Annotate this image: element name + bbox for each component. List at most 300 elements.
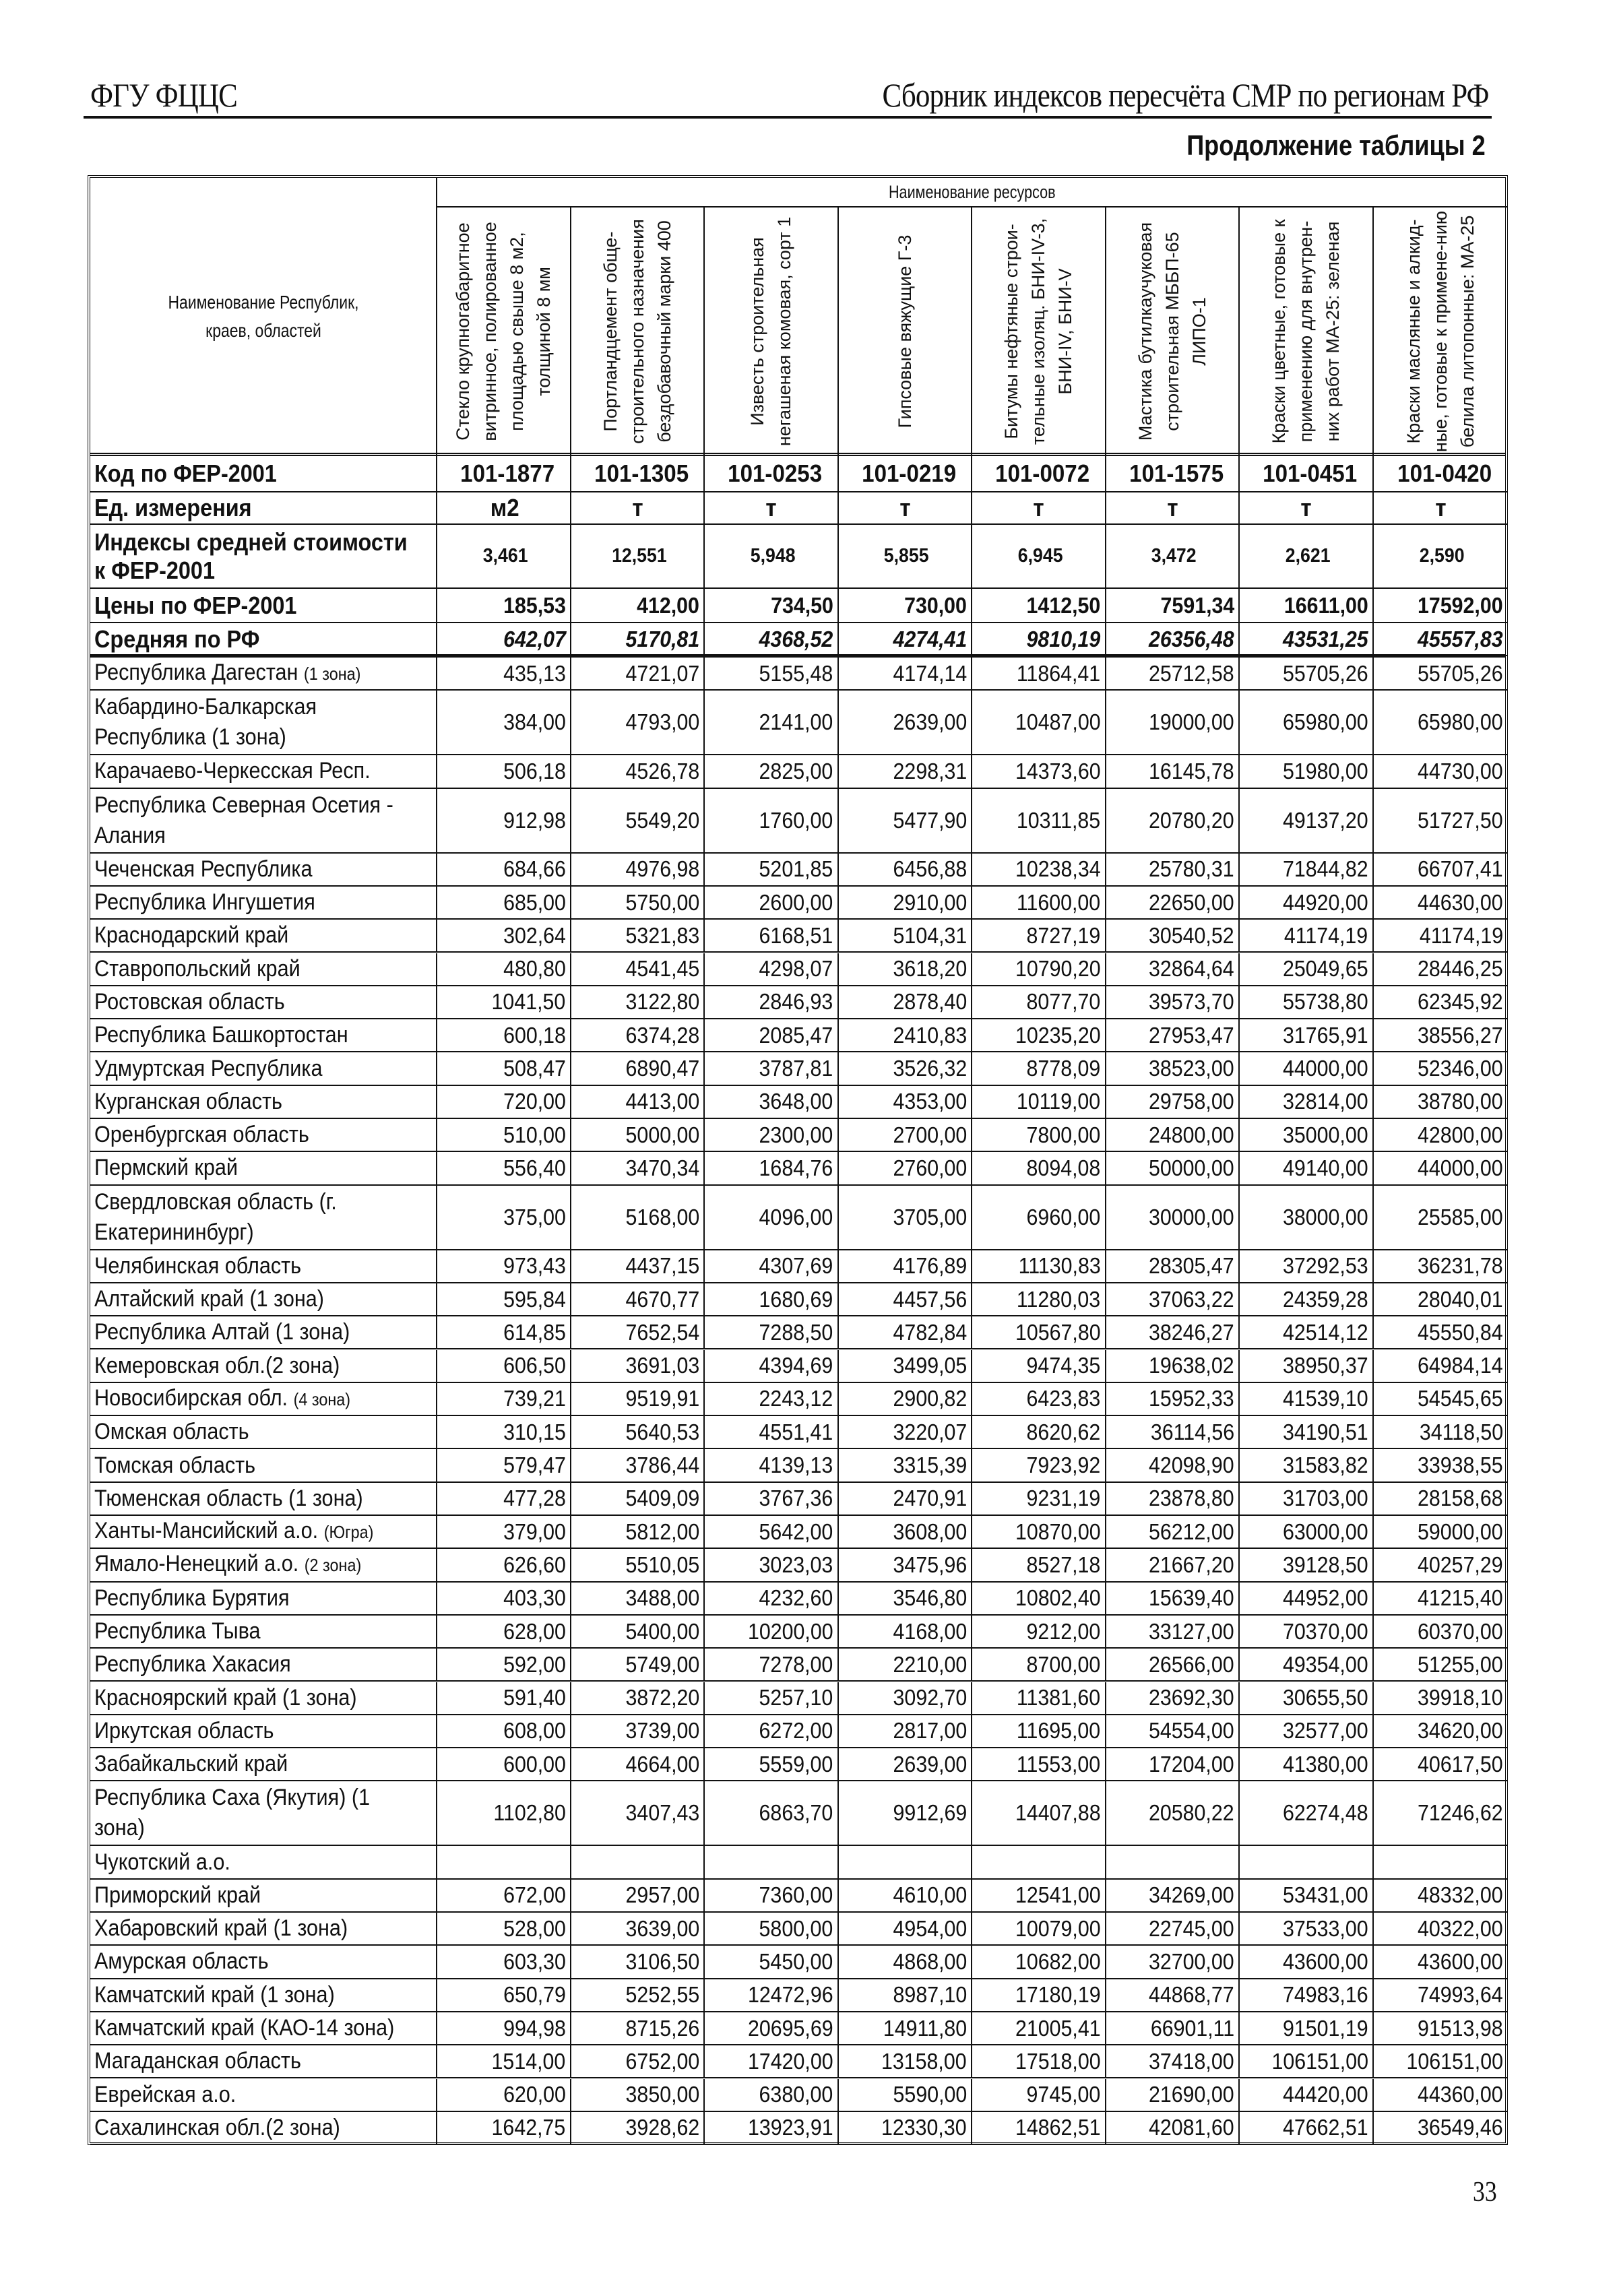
- region-value: [839, 1250, 973, 1283]
- region-value-text: 8715,26: [625, 2015, 699, 2041]
- region-value-text: 591,40: [503, 1685, 566, 1711]
- region-name: [90, 2045, 437, 2078]
- region-value-text: 628,00: [503, 1618, 566, 1644]
- region-value: [972, 1649, 1106, 1682]
- row-fer-code-label-text: Код по ФЕР-2001: [94, 459, 277, 487]
- region-name: [90, 1616, 437, 1649]
- region-value-text: 1642,75: [491, 2115, 566, 2140]
- region-value: [1374, 1946, 1508, 1979]
- region-value: [972, 986, 1106, 1019]
- region-value: [1106, 1549, 1240, 1582]
- region-value: [972, 854, 1106, 887]
- region-value-text: 7360,00: [759, 1882, 833, 1908]
- region-value-text: 17420,00: [747, 2048, 833, 2074]
- row-fer-code-value: [705, 456, 839, 492]
- region-value: [571, 2112, 705, 2145]
- region-value: [705, 1350, 839, 1383]
- region-value: [571, 1119, 705, 1152]
- row-average-rf-value: [1374, 623, 1508, 656]
- region-value-text: 4976,98: [625, 856, 699, 882]
- region-value-text: 66901,11: [1150, 2015, 1234, 2041]
- region-value: [1374, 2045, 1508, 2078]
- region-value: [571, 1682, 705, 1715]
- region-value-text: 4526,78: [625, 758, 699, 784]
- region-value-text: 7288,50: [759, 1319, 833, 1345]
- region-value: [705, 1019, 839, 1052]
- region-value-text: 384,00: [503, 709, 566, 735]
- region-value: [1374, 1383, 1508, 1416]
- region-name: [90, 1649, 437, 1682]
- region-value-text: 4610,00: [893, 1882, 967, 1908]
- region-value-text: 51727,50: [1418, 807, 1503, 833]
- region-value: [1106, 1649, 1240, 1682]
- region-name-text: Удмуртская Республика: [94, 1055, 323, 1081]
- region-value-text: 2298,31: [893, 758, 967, 784]
- region-value-text: 4353,00: [893, 1089, 967, 1114]
- region-value-text: 17180,19: [1015, 1982, 1101, 2008]
- region-value: [437, 854, 571, 887]
- region-value: [839, 1715, 973, 1748]
- resource-column-header: [1240, 208, 1374, 455]
- region-value: [437, 789, 571, 854]
- region-value-text: 1760,00: [759, 807, 833, 833]
- region-value: [571, 1748, 705, 1781]
- region-name-text: Карачаево-Черкесская Респ.: [94, 758, 371, 784]
- region-value-text: 3850,00: [625, 2082, 699, 2107]
- region-value: [972, 1052, 1106, 1085]
- region-value: [839, 920, 973, 953]
- region-name: [90, 1383, 437, 1416]
- organization-name: ФГУ ФЦЦС: [90, 76, 237, 114]
- row-cost-index-value-text: 5,948: [750, 545, 796, 567]
- region-value-text: 23692,30: [1149, 1685, 1234, 1711]
- region-value-text: 685,00: [503, 889, 566, 915]
- region-value-text: 47662,51: [1282, 2115, 1368, 2140]
- region-value-text: 33938,55: [1418, 1453, 1503, 1478]
- region-value: [437, 1616, 571, 1649]
- region-value: [972, 1516, 1106, 1549]
- row-fer-price-value: [1374, 589, 1508, 623]
- row-unit-value: [972, 492, 1106, 525]
- resource-column-header: [972, 208, 1106, 455]
- region-value: [972, 1186, 1106, 1250]
- region-value-text: 74993,64: [1418, 1982, 1503, 2008]
- region-value: [1374, 789, 1508, 854]
- region-value: [1240, 1583, 1374, 1616]
- row-average-rf-label: [90, 623, 437, 656]
- region-value-text: 2846,93: [759, 989, 833, 1015]
- region-value-text: 31703,00: [1282, 1486, 1368, 1511]
- resource-name: Известь строительная негашеная комовая, сорт 1: [747, 216, 795, 446]
- region-name-text: Свердловская область (г. Екатерининбург): [94, 1188, 337, 1245]
- region-value-text: 4437,15: [625, 1253, 699, 1279]
- region-name: [90, 1416, 437, 1449]
- region-value: [839, 1283, 973, 1316]
- region-value: [705, 1682, 839, 1715]
- region-name-text: Ставропольский край: [94, 955, 300, 982]
- region-value: [705, 2045, 839, 2078]
- region-value-text: 1514,00: [491, 2048, 566, 2074]
- region-value-text: 37292,53: [1282, 1253, 1368, 1279]
- resources-group-header-text: Наименование ресурсов: [889, 181, 1056, 202]
- region-value-text: 3618,20: [893, 956, 967, 982]
- resource-name: Гипсовые вяжущие Г-3: [894, 234, 915, 428]
- region-value-text: 53431,00: [1282, 1882, 1368, 1908]
- region-value: [972, 1583, 1106, 1616]
- resource-name: Портландцемент обще-строительного назначения бездобавочный марки 400: [600, 218, 674, 444]
- region-value: [972, 1152, 1106, 1185]
- region-value-text: 22745,00: [1149, 1915, 1234, 1941]
- region-value: [705, 1416, 839, 1449]
- region-value: [571, 789, 705, 854]
- region-value-text: 8094,08: [1026, 1155, 1101, 1180]
- region-value: [437, 1350, 571, 1383]
- region-name-text: Амурская область: [94, 1948, 269, 1975]
- row-unit-label-text: Ед. измерения: [94, 494, 252, 521]
- row-cost-index-value-text: 12,551: [612, 545, 668, 567]
- region-value-text: 7652,54: [625, 1319, 699, 1345]
- region-value: [1240, 1880, 1374, 1913]
- region-value-text: 6380,00: [759, 2082, 833, 2107]
- region-value-text: 506,18: [503, 758, 566, 784]
- region-value-text: 27953,47: [1149, 1022, 1234, 1048]
- region-value: [705, 691, 839, 755]
- region-value: [571, 1946, 705, 1979]
- region-value-text: 6456,88: [893, 856, 967, 882]
- region-value: [1106, 1516, 1240, 1549]
- region-value-text: 15639,40: [1149, 1585, 1234, 1611]
- region-value: [705, 2012, 839, 2045]
- region-value-text: 15952,33: [1149, 1386, 1234, 1411]
- region-value-text: 11280,03: [1017, 1286, 1101, 1312]
- region-value: [1240, 1316, 1374, 1349]
- region-value-text: 4457,56: [893, 1286, 967, 1312]
- region-value: [972, 1880, 1106, 1913]
- region-name-text: Забайкальский край: [94, 1751, 288, 1777]
- region-value-text: 25585,00: [1418, 1204, 1503, 1230]
- region-value: [1106, 1946, 1240, 1979]
- region-value-text: 2639,00: [893, 709, 967, 735]
- region-value-text: 5749,00: [625, 1651, 699, 1677]
- region-value: [1240, 2045, 1374, 2078]
- region-value: [839, 1880, 973, 1913]
- region-value: [1240, 1979, 1374, 2012]
- row-fer-price-label-text: Цены по ФЕР-2001: [94, 591, 297, 619]
- region-name-text: Иркутская область: [94, 1717, 274, 1744]
- region-value: [571, 1416, 705, 1449]
- region-value-text: 5640,53: [625, 1419, 699, 1444]
- region-value: [571, 1583, 705, 1616]
- region-value-text: 10079,00: [1015, 1915, 1101, 1941]
- region-value-text: 44630,00: [1418, 889, 1503, 915]
- region-value-text: 600,00: [503, 1751, 566, 1777]
- region-value-text: 42800,00: [1418, 1122, 1503, 1147]
- region-value-text: 63000,00: [1282, 1519, 1368, 1544]
- region-value: [705, 1748, 839, 1781]
- row-fer-price-value: [1240, 589, 1374, 623]
- region-name: [90, 887, 437, 920]
- region-value-text: 302,64: [503, 922, 566, 948]
- region-value-text: 4551,41: [759, 1419, 833, 1444]
- region-value-text: 22650,00: [1149, 889, 1234, 915]
- region-value-text: 39573,70: [1149, 989, 1234, 1015]
- region-value: [1106, 1715, 1240, 1748]
- region-value-text: 10200,00: [747, 1618, 833, 1644]
- region-value-text: 10567,80: [1015, 1319, 1101, 1345]
- row-cost-index-value: [571, 525, 705, 589]
- region-value-text: 10790,20: [1015, 956, 1101, 982]
- region-value-text: 2410,83: [893, 1022, 967, 1048]
- region-value-text: 9519,91: [625, 1386, 699, 1411]
- region-value-text: 10238,34: [1015, 856, 1101, 882]
- region-value: [1374, 1715, 1508, 1748]
- region-name-text: Камчатский край (1 зона): [94, 1981, 335, 2008]
- region-value: [839, 1616, 973, 1649]
- region-value: [972, 2012, 1106, 2045]
- region-value-text: 28158,68: [1418, 1486, 1503, 1511]
- region-value-text: 28040,01: [1418, 1286, 1503, 1312]
- region-value-text: 9212,00: [1026, 1618, 1101, 1644]
- row-average-rf-value: [1240, 623, 1374, 656]
- region-name: [90, 1449, 437, 1482]
- row-average-rf-value: [972, 623, 1106, 656]
- region-value: [571, 1880, 705, 1913]
- region-zone-note: (2 зона): [304, 1555, 362, 1576]
- region-value: [705, 1283, 839, 1316]
- region-value: [1374, 1119, 1508, 1152]
- region-value: [839, 2012, 973, 2045]
- region-value-text: 3787,81: [759, 1056, 833, 1081]
- region-value: [437, 1549, 571, 1582]
- region-value-text: 91513,98: [1418, 2015, 1503, 2041]
- region-value-text: 2600,00: [759, 889, 833, 915]
- region-value-text: 25712,58: [1149, 660, 1234, 686]
- region-name: [90, 789, 437, 854]
- region-value: [437, 1283, 571, 1316]
- region-zone-note: (4 зона): [293, 1389, 351, 1409]
- region-value: [972, 1748, 1106, 1781]
- region-value: [839, 1019, 973, 1052]
- row-unit-value-text: т: [1300, 494, 1312, 521]
- region-value: [1374, 658, 1508, 691]
- region-value: [437, 658, 571, 691]
- region-value-text: 11381,60: [1017, 1685, 1101, 1711]
- region-value: [1374, 1846, 1508, 1879]
- region-value-text: 7800,00: [1026, 1122, 1101, 1147]
- row-fer-price-value: [437, 589, 571, 623]
- region-value: [1374, 1483, 1508, 1516]
- region-value: [437, 1086, 571, 1119]
- region-name: [90, 1350, 437, 1383]
- region-value-text: 17518,00: [1015, 2048, 1101, 2074]
- region-name: [90, 2112, 437, 2145]
- region-value-text: 480,80: [503, 956, 566, 982]
- region-value-text: 49140,00: [1282, 1155, 1368, 1180]
- region-value: [1240, 2079, 1374, 2112]
- region-name: [90, 1946, 437, 1979]
- row-average-rf-value-text: 26356,48: [1149, 626, 1234, 651]
- row-fer-code-value-text: 101-0072: [995, 459, 1090, 487]
- region-value-text: 8700,00: [1026, 1651, 1101, 1677]
- region-name-text: Чукотский а.о.: [94, 1849, 230, 1875]
- region-value: [705, 1483, 839, 1516]
- region-value-text: 41539,10: [1282, 1386, 1368, 1411]
- region-value: [571, 887, 705, 920]
- region-value: [1240, 1283, 1374, 1316]
- row-fer-price-value-text: 734,50: [770, 592, 833, 618]
- region-value-text: 38950,37: [1282, 1353, 1368, 1378]
- row-average-rf-value-text: 43531,25: [1282, 626, 1368, 651]
- region-value: [1240, 887, 1374, 920]
- region-value: [705, 658, 839, 691]
- region-value-text: 5549,20: [625, 807, 699, 833]
- region-value-text: 4782,84: [893, 1319, 967, 1345]
- region-value-text: 31583,82: [1282, 1453, 1368, 1478]
- region-value: [972, 1682, 1106, 1715]
- region-name-text: Республика Северная Осетия - Алания: [94, 792, 393, 848]
- region-value-text: 37533,00: [1282, 1915, 1368, 1941]
- region-value-text: 14373,60: [1015, 758, 1101, 784]
- region-value: [1240, 1186, 1374, 1250]
- region-value-text: 38523,00: [1149, 1056, 1234, 1081]
- region-value: [972, 1979, 1106, 2012]
- region-value: [972, 1449, 1106, 1482]
- region-value-text: 33127,00: [1149, 1618, 1234, 1644]
- region-name-text: Ростовская область: [94, 988, 285, 1015]
- row-unit-value-text: т: [899, 494, 911, 521]
- region-value-text: 973,43: [503, 1253, 566, 1279]
- region-value-text: 62345,92: [1418, 989, 1503, 1015]
- region-value: [705, 1516, 839, 1549]
- region-value: [972, 1715, 1106, 1748]
- region-value-text: 5450,00: [759, 1948, 833, 1974]
- resource-name: Битумы нефтяные строи-тельные изоляц. БНИ-IV-3, БНИ-IV, БНИ-V: [1001, 218, 1076, 445]
- region-value: [839, 2079, 973, 2112]
- region-value-text: 650,79: [503, 1982, 566, 2008]
- region-name-text: Республика Хакасия: [94, 1651, 291, 1678]
- row-fer-code-value: [571, 456, 705, 492]
- row-fer-price-value: [839, 589, 973, 623]
- region-value: [571, 1715, 705, 1748]
- region-value: [839, 1119, 973, 1152]
- region-value: [1374, 1316, 1508, 1349]
- region-value: [972, 691, 1106, 755]
- region-name: [90, 691, 437, 755]
- region-value: [972, 658, 1106, 691]
- region-value-text: 51255,00: [1418, 1651, 1503, 1677]
- region-value-text: 9231,19: [1026, 1486, 1101, 1511]
- region-value-text: 5104,31: [893, 922, 967, 948]
- region-value: [1240, 1449, 1374, 1482]
- region-value: [1106, 1316, 1240, 1349]
- region-value: [1106, 1186, 1240, 1250]
- region-value-text: 5477,90: [893, 807, 967, 833]
- region-value-text: 38780,00: [1418, 1089, 1503, 1114]
- region-value-text: 4541,45: [625, 956, 699, 982]
- region-value: [705, 953, 839, 986]
- region-zone-note: (Югра): [323, 1522, 374, 1543]
- region-value: [571, 658, 705, 691]
- region-name-text: Республика Саха (Якутия) (1 зона): [94, 1785, 371, 1841]
- row-average-rf-value-text: 9810,19: [1026, 626, 1101, 651]
- region-value: [839, 1383, 973, 1416]
- row-cost-index-value-text: 2,590: [1420, 545, 1465, 567]
- region-value: [571, 986, 705, 1019]
- region-value: [437, 1449, 571, 1482]
- region-value: [1374, 1649, 1508, 1682]
- row-fer-price-label: [90, 589, 437, 623]
- region-value: [437, 1186, 571, 1250]
- region-value: [1240, 1649, 1374, 1682]
- row-cost-index-value-text: 5,855: [884, 545, 930, 567]
- region-value-text: 5559,00: [759, 1751, 833, 1777]
- region-value-text: 41215,40: [1418, 1585, 1503, 1611]
- region-value: [1374, 1516, 1508, 1549]
- region-value-text: 5168,00: [625, 1204, 699, 1230]
- region-value-text: 7923,92: [1026, 1453, 1101, 1478]
- row-fer-price-value: [571, 589, 705, 623]
- region-value: [1106, 1416, 1240, 1449]
- region-name-text: Республика Алтай (1 зона): [94, 1319, 350, 1345]
- region-value-text: 600,18: [503, 1022, 566, 1048]
- resources-group-header: [437, 178, 1507, 208]
- region-value-text: 21005,41: [1015, 2015, 1101, 2041]
- region-value: [839, 1052, 973, 1085]
- region-value-text: 44000,00: [1418, 1155, 1503, 1180]
- region-value-text: 5155,48: [759, 660, 833, 686]
- region-value-text: 59000,00: [1418, 1519, 1503, 1544]
- region-name-text: Ямало-Ненецкий а.о.: [94, 1551, 299, 1577]
- region-value: [571, 1086, 705, 1119]
- region-value: [437, 1483, 571, 1516]
- region-value-text: 44360,00: [1418, 2082, 1503, 2107]
- region-value: [437, 755, 571, 788]
- region-value-text: 8527,18: [1026, 1552, 1101, 1577]
- region-value: [705, 1152, 839, 1185]
- region-value-text: 3546,80: [893, 1585, 967, 1611]
- region-value-text: 56212,00: [1149, 1519, 1234, 1544]
- region-value-text: 10870,00: [1015, 1519, 1101, 1544]
- region-value: [839, 1649, 973, 1682]
- region-value: [571, 691, 705, 755]
- row-fer-code-value-text: 101-1575: [1129, 459, 1224, 487]
- region-name-text: Тюменская область (1 зона): [94, 1485, 363, 1511]
- region-value: [972, 1781, 1106, 1846]
- region-value-text: 5800,00: [759, 1915, 833, 1941]
- region-value: [839, 1516, 973, 1549]
- region-value-text: 2243,12: [759, 1386, 833, 1411]
- region-value: [839, 1152, 973, 1185]
- region-value-text: 21667,20: [1149, 1552, 1234, 1577]
- region-value: [1240, 986, 1374, 1019]
- region-value-text: 4954,00: [893, 1915, 967, 1941]
- region-value-text: 17204,00: [1149, 1751, 1234, 1777]
- region-name: [90, 1516, 437, 1549]
- row-average-rf-value-text: 4368,52: [759, 626, 833, 651]
- region-value-text: 6272,00: [759, 1718, 833, 1744]
- region-name-text: Красноярский край (1 зона): [94, 1684, 357, 1711]
- region-value: [1240, 1748, 1374, 1781]
- region-value: [1374, 1152, 1508, 1185]
- row-average-rf-label-text: Средняя по РФ: [94, 625, 260, 653]
- region-value: [571, 1781, 705, 1846]
- region-value-text: 3315,39: [893, 1453, 967, 1478]
- region-value: [972, 1549, 1106, 1582]
- region-value: [1240, 1715, 1374, 1748]
- region-name: [90, 1152, 437, 1185]
- region-value: [839, 1781, 973, 1846]
- region-value-text: 5257,10: [759, 1685, 833, 1711]
